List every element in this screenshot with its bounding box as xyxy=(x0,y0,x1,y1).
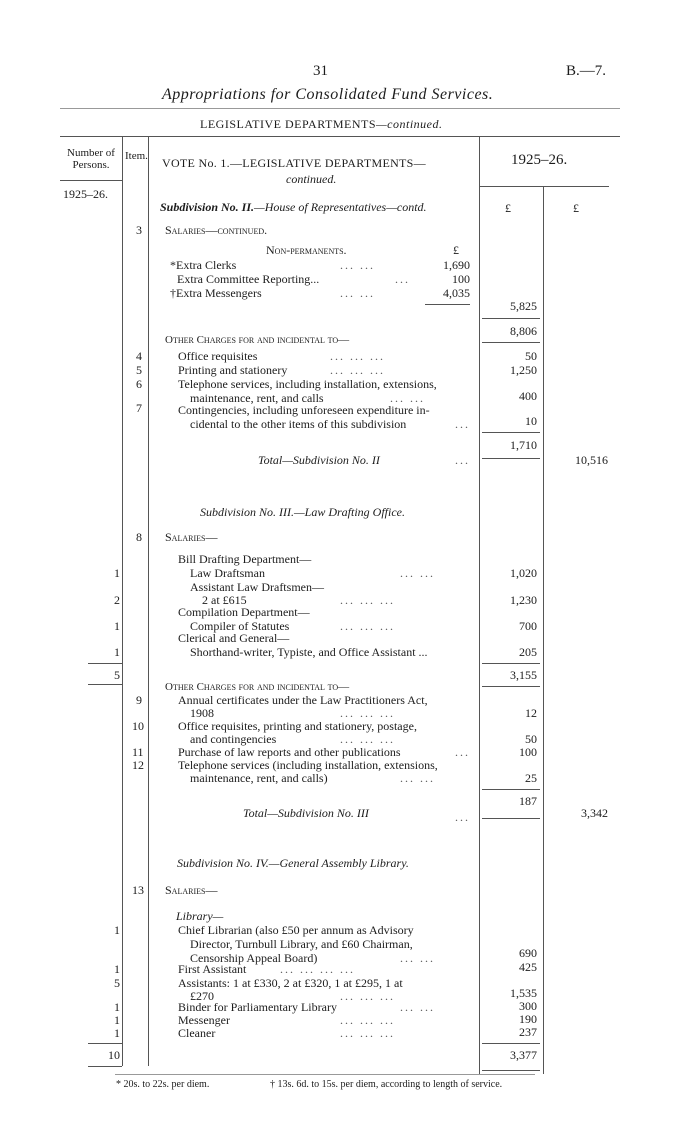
position-label: Shorthand-writer, Typiste, and Office Assistant ... xyxy=(190,645,428,659)
charge-value: 100 xyxy=(519,745,537,759)
position-label: Director, Turnbull Library, and £60 Chairman, xyxy=(190,937,413,951)
subtotal-rule xyxy=(482,818,540,819)
item-number: 5 xyxy=(136,363,142,377)
item-number: 10 xyxy=(132,719,144,733)
extra-messengers-value: 4,035 xyxy=(443,286,470,300)
amount-column-rule xyxy=(479,136,480,1074)
persons-count: 1 xyxy=(114,1013,120,1027)
salaries-total: 3,377 xyxy=(510,1048,537,1062)
charge-label: and contingencies xyxy=(190,732,277,746)
charges-total: 1,710 xyxy=(510,438,537,452)
persons-subtotal-rule xyxy=(88,684,122,685)
persons-subtotal-rule xyxy=(88,1066,122,1067)
persons-count: 1 xyxy=(114,923,120,937)
persons-count: 1 xyxy=(114,1026,120,1040)
position-label: £270 xyxy=(190,989,214,1003)
leader-dots: ... xyxy=(455,810,470,824)
position-label: Assistants: 1 at £330, 2 at £320, 1 at £295, 1 at xyxy=(178,976,403,990)
item-number: 3 xyxy=(136,223,142,237)
page-subtitle: LEGISLATIVE DEPARTMENTS—continued. xyxy=(200,117,443,131)
charge-label: maintenance, rent, and calls) xyxy=(190,771,328,785)
leader-dots: ... ... xyxy=(340,286,375,300)
charge-label: Annual certificates under the Law Practitioners Act, xyxy=(178,693,428,707)
leader-dots: ... ... ... ... xyxy=(280,962,355,976)
footnote-rule xyxy=(115,1074,535,1075)
persons-total: 5 xyxy=(114,668,120,682)
charge-value: 50 xyxy=(525,732,537,746)
persons-count: 1 xyxy=(114,566,120,580)
charge-label: Purchase of law reports and other publications xyxy=(178,745,401,759)
extra-clerks-label: *Extra Clerks xyxy=(170,258,237,272)
subtotal-rule xyxy=(482,789,540,790)
charge-label: Telephone services, including installation, extensions, xyxy=(178,377,437,391)
persons-year: 1925–26. xyxy=(63,187,108,201)
charge-value: 10 xyxy=(525,414,537,428)
other-charges-label: Other Charges for and incidental to— xyxy=(165,334,350,346)
leader-dots: ... ... ... xyxy=(340,706,395,720)
persons-subtotal-rule xyxy=(88,663,122,664)
footnote-1: * 20s. to 22s. per diem. xyxy=(116,1079,210,1090)
subtotal-rule xyxy=(425,304,470,305)
item-number: 9 xyxy=(136,693,142,707)
leader-dots: ... ... ... xyxy=(340,619,395,633)
vote-title: VOTE No. 1.—LEGISLATIVE DEPARTMENTS— xyxy=(162,156,426,170)
page-number: 31 xyxy=(313,63,328,79)
position-value: 1,535 xyxy=(510,986,537,1000)
item-number: 4 xyxy=(136,349,142,363)
persons-count: 1 xyxy=(114,962,120,976)
persons-total: 10 xyxy=(108,1048,120,1062)
document-ref: B.—7. xyxy=(566,63,607,79)
persons-count: 5 xyxy=(114,976,120,990)
position-value: 1,230 xyxy=(510,593,537,607)
position-value: 700 xyxy=(519,619,537,633)
subtotal-rule xyxy=(482,686,540,687)
subdivision-ii-heading: Subdivision No. II.—House of Representatives—contd. xyxy=(160,200,427,214)
library-label: Library— xyxy=(176,909,224,923)
subtotal-rule xyxy=(482,458,540,459)
position-label: First Assistant xyxy=(178,962,247,976)
leader-dots: ... ... ... xyxy=(340,593,395,607)
salaries-label: Salaries— xyxy=(165,530,218,544)
non-permanents-total: 5,825 xyxy=(510,299,537,313)
persons-count: 1 xyxy=(114,1000,120,1014)
leader-dots: ... ... xyxy=(400,951,435,965)
pound-column-2: £ xyxy=(573,201,579,215)
position-label: Messenger xyxy=(178,1013,230,1027)
persons-column-rule xyxy=(122,136,123,1066)
item-header: Item. xyxy=(125,150,148,162)
persons-head-rule xyxy=(60,180,122,181)
pound-sign: £ xyxy=(453,243,459,257)
item-column-rule xyxy=(148,136,149,1066)
item-number: 8 xyxy=(136,530,142,544)
charge-label: Telephone services (including installation, extensions, xyxy=(178,758,438,772)
item-number: 7 xyxy=(136,401,142,415)
charge-label: Printing and stationery xyxy=(178,363,288,377)
leader-dots: ... ... xyxy=(340,258,375,272)
leader-dots: ... ... ... xyxy=(330,363,385,377)
item-number: 11 xyxy=(132,745,144,759)
year-header: 1925–26. xyxy=(511,152,568,168)
subtotal-rule xyxy=(482,663,540,664)
position-value: 425 xyxy=(519,960,537,974)
salaries-total: 3,155 xyxy=(510,668,537,682)
position-value: 205 xyxy=(519,645,537,659)
position-label: Law Draftsman xyxy=(190,566,265,580)
leader-dots: ... ... ... xyxy=(340,732,395,746)
total-label: Total—Subdivision No. II xyxy=(258,453,380,467)
extra-committee-value: 100 xyxy=(452,272,470,286)
year-head-rule xyxy=(479,186,609,187)
leader-dots: ... ... xyxy=(400,771,435,785)
persons-count: 1 xyxy=(114,619,120,633)
title-rule xyxy=(60,108,620,109)
charge-value: 25 xyxy=(525,771,537,785)
header-rule xyxy=(60,136,620,137)
charge-value: 1,250 xyxy=(510,363,537,377)
page-title: Appropriations for Consolidated Fund Services. xyxy=(162,86,494,103)
subtotal-rule xyxy=(482,1043,540,1044)
position-detail: 2 at £615 xyxy=(202,593,247,607)
non-permanents-label: Non-permanents. xyxy=(266,243,347,257)
subdivision-total: 10,516 xyxy=(575,453,608,467)
position-value: 1,020 xyxy=(510,566,537,580)
charge-value: 400 xyxy=(519,389,537,403)
department-label: Bill Drafting Department— xyxy=(178,552,312,566)
leader-dots: ... ... xyxy=(400,566,435,580)
leader-dots: ... ... xyxy=(390,391,425,405)
item-number: 13 xyxy=(132,883,144,897)
charges-total: 187 xyxy=(519,794,537,808)
leader-dots: ... ... ... xyxy=(340,989,395,1003)
subdivision-iv-heading: Subdivision No. IV.—General Assembly Library. xyxy=(177,856,409,870)
leader-dots: ... xyxy=(395,272,410,286)
number-of-persons-header: Number of Persons. xyxy=(67,147,115,171)
leader-dots: ... xyxy=(455,417,470,431)
position-value: 190 xyxy=(519,1012,537,1026)
charge-label: cidental to the other items of this subdivision xyxy=(190,417,407,431)
amount-split-rule xyxy=(543,186,544,1074)
department-label: Compilation Department— xyxy=(178,605,310,619)
salaries-total: 8,806 xyxy=(510,324,537,338)
charge-value: 50 xyxy=(525,349,537,363)
position-label: Assistant Law Draftsmen— xyxy=(190,580,324,594)
position-label: Chief Librarian (also £50 per annum as Advisory xyxy=(178,923,414,937)
subdivision-iii-heading: Subdivision No. III.—Law Drafting Office. xyxy=(200,505,405,519)
footnote-2: † 13s. 6d. to 15s. per diem, according to length of service. xyxy=(270,1079,503,1090)
charge-value: 12 xyxy=(525,706,537,720)
other-charges-label: Other Charges for and incidental to— xyxy=(165,681,350,693)
persons-count: 1 xyxy=(114,645,120,659)
item-number: 12 xyxy=(132,758,144,772)
persons-subtotal-rule xyxy=(88,1043,122,1044)
extra-messengers-label: †Extra Messengers xyxy=(170,286,262,300)
position-value: 237 xyxy=(519,1025,537,1039)
subtotal-rule xyxy=(482,318,540,319)
position-label: Censorship Appeal Board) xyxy=(190,951,318,965)
leader-dots: ... ... ... xyxy=(340,1013,395,1027)
position-label: Binder for Parliamentary Library xyxy=(178,1000,337,1014)
item-number: 6 xyxy=(136,377,142,391)
charge-label: maintenance, rent, and calls xyxy=(190,391,324,405)
position-label: Compiler of Statutes xyxy=(190,619,290,633)
salaries-label: Salaries—continued. xyxy=(165,223,268,237)
total-label: Total—Subdivision No. III xyxy=(243,806,369,820)
subtotal-rule xyxy=(482,432,540,433)
charge-label: 1908 xyxy=(190,706,214,720)
subtotal-rule xyxy=(482,1070,540,1071)
subtotal-rule xyxy=(482,342,540,343)
vote-title-continued: continued. xyxy=(286,172,337,186)
subdivision-total: 3,342 xyxy=(581,806,608,820)
charge-label: Office requisites, printing and stationery, postage, xyxy=(178,719,417,733)
salaries-label: Salaries— xyxy=(165,883,218,897)
persons-count: 2 xyxy=(114,593,120,607)
charge-label: Contingencies, including unforeseen expenditure in- xyxy=(178,403,430,417)
leader-dots: ... ... ... xyxy=(340,1026,395,1040)
position-value: 690 xyxy=(519,946,537,960)
charge-label: Office requisites xyxy=(178,349,258,363)
leader-dots: ... xyxy=(455,453,470,467)
leader-dots: ... xyxy=(455,745,470,759)
position-label: Cleaner xyxy=(178,1026,216,1040)
leader-dots: ... ... ... xyxy=(330,349,385,363)
pound-column-1: £ xyxy=(505,201,511,215)
leader-dots: ... ... xyxy=(400,1000,435,1014)
extra-committee-label: Extra Committee Reporting... xyxy=(177,272,320,286)
extra-clerks-value: 1,690 xyxy=(443,258,470,272)
department-label: Clerical and General— xyxy=(178,631,290,645)
position-value: 300 xyxy=(519,999,537,1013)
